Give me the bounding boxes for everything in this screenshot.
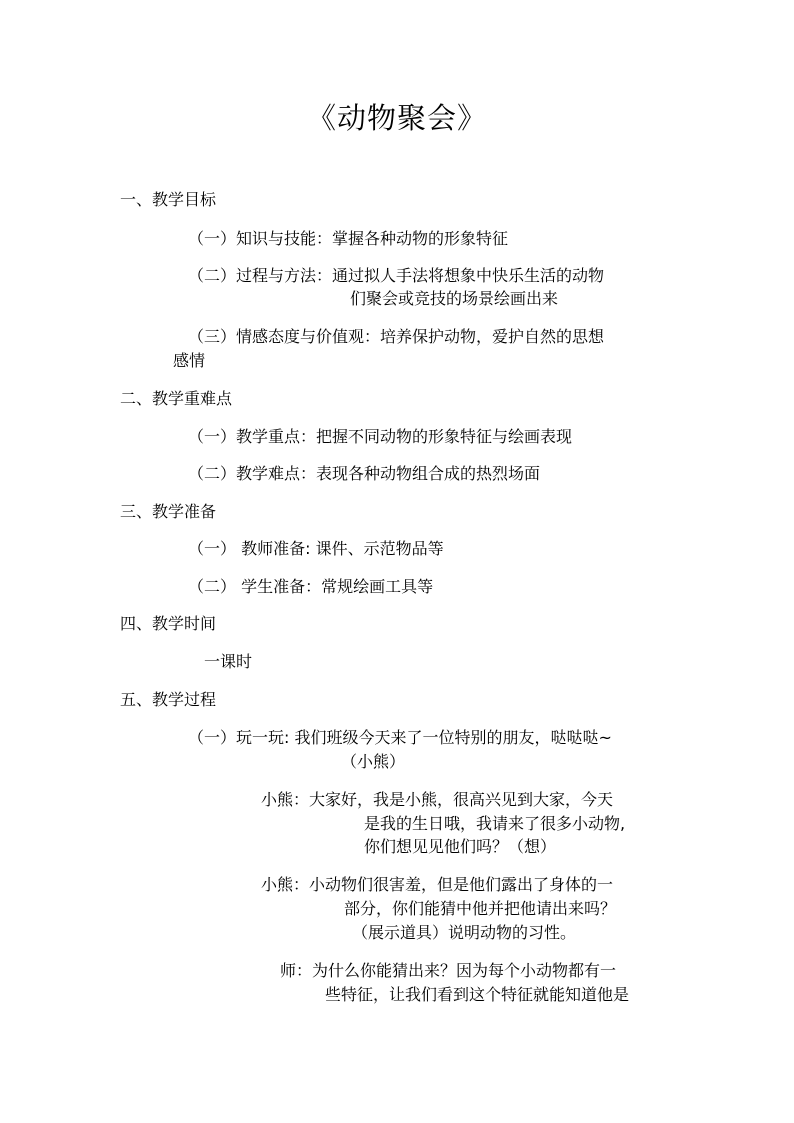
dialogue-bear-2: 小熊：小动物们很害羞，但是他们露出了身体的一	[261, 875, 614, 894]
objective-item-process-cont: 们聚会或竞技的场景绘画出来	[350, 289, 559, 308]
dialogue-teacher-cont: 些特征，让我们看到这个特征就能知道他是	[325, 985, 630, 1004]
section-heading-process: 五、教学过程	[120, 690, 217, 709]
section-heading-time: 四、教学时间	[120, 614, 217, 633]
dialogue-bear-1: 小熊：大家好，我是小熊，很高兴见到大家，今天	[261, 790, 614, 809]
section-heading-preparation: 三、教学准备	[120, 502, 217, 521]
section-heading-key-points: 二、教学重难点	[120, 389, 233, 408]
teacher-preparation-item: （一） 教师准备: 课件、示范物品等	[188, 539, 444, 558]
process-item-play: （一）玩一玩: 我们班级今天来了一位特别的朋友，哒哒哒~	[188, 728, 612, 747]
dialogue-bear-2-cont-a: 部分，你们能猜中他并把他请出来吗？	[344, 899, 617, 918]
objective-item-emotion-cont: 感情	[173, 351, 206, 370]
student-preparation-item: （二） 学生准备：常规绘画工具等	[188, 577, 434, 596]
objective-item-process: （二）过程与方法：通过拟人手法将想象中快乐生活的动物	[188, 266, 605, 285]
objective-item-emotion: （三）情感态度与价值观：培养保护动物，爱护自然的思想	[188, 327, 605, 346]
process-item-play-cont: （小熊）	[341, 752, 406, 771]
time-item: 一课时	[204, 652, 253, 671]
dialogue-teacher: 师：为什么你能猜出来？因为每个小动物都有一	[280, 961, 617, 980]
difficulty-item: （二）教学难点：表现各种动物组合成的热烈场面	[188, 464, 541, 483]
dialogue-bear-2-cont-b: （展示道具）说明动物的习性。	[352, 923, 577, 942]
document-title: 《动物聚会》	[306, 101, 487, 135]
key-point-item: （一）教学重点：把握不同动物的形象特征与绘画表现	[188, 427, 573, 446]
section-heading-objectives: 一、教学目标	[120, 190, 217, 209]
dialogue-bear-1-cont-a: 是我的生日哦，我请来了很多小动物,	[364, 814, 626, 833]
dialogue-bear-1-cont-b: 你们想见见他们吗？（想）	[364, 837, 557, 856]
objective-item-knowledge: （一）知识与技能：掌握各种动物的形象特征	[188, 229, 509, 248]
